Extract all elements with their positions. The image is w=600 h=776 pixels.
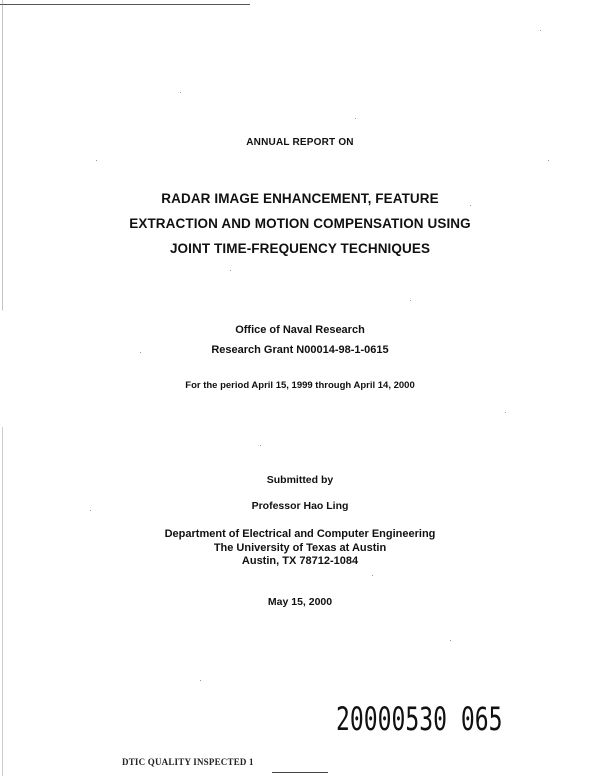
scan-edge-line-top — [0, 4, 250, 5]
accession-number-stamp: 20000530 065 — [336, 700, 503, 738]
department-name: Department of Electrical and Computer Engineering — [164, 528, 436, 540]
report-title — [0, 186, 600, 261]
scan-speck — [450, 640, 451, 641]
university-name: The University of Texas at Austin — [213, 541, 387, 554]
scan-speck — [260, 445, 261, 446]
grant-number: Research Grant N00014-98-1-0615 — [211, 344, 389, 356]
submitted-by-label: Submitted by — [266, 474, 334, 486]
sponsor-block — [0, 320, 600, 360]
scan-speck — [410, 300, 411, 301]
report-date: May 15, 2000 — [267, 596, 333, 608]
postal-address: Austin, TX 78712-1084 — [241, 555, 359, 567]
scan-speck — [505, 412, 506, 413]
scan-speck — [355, 118, 356, 119]
scan-speck — [372, 575, 373, 576]
scan-speck — [540, 30, 541, 31]
dtic-stamp-underline — [272, 772, 328, 773]
title-line-3: JOINT TIME-FREQUENCY TECHNIQUES — [169, 241, 431, 256]
sponsor-agency: Office of Naval Research — [235, 324, 365, 336]
author-name: Professor Hao Ling — [251, 500, 349, 512]
scan-speck — [90, 510, 91, 511]
scan-speck — [200, 680, 201, 681]
scan-speck — [140, 352, 141, 353]
report-kicker: ANNUAL REPORT ON — [246, 137, 354, 148]
scan-speck — [470, 205, 471, 206]
scan-speck — [180, 92, 181, 93]
affiliation-block — [0, 528, 600, 569]
title-line-2: EXTRACTION AND MOTION COMPENSATION USING — [129, 216, 471, 231]
title-line-1: RADAR IMAGE ENHANCEMENT, FEATURE — [161, 191, 439, 206]
scan-speck — [230, 270, 231, 271]
scan-speck — [96, 160, 97, 161]
dtic-quality-stamp: DTIC QUALITY INSPECTED 1 — [122, 757, 254, 767]
scan-speck — [548, 160, 549, 161]
report-period: For the period April 15, 1999 through April 14, 2000 — [185, 380, 415, 391]
